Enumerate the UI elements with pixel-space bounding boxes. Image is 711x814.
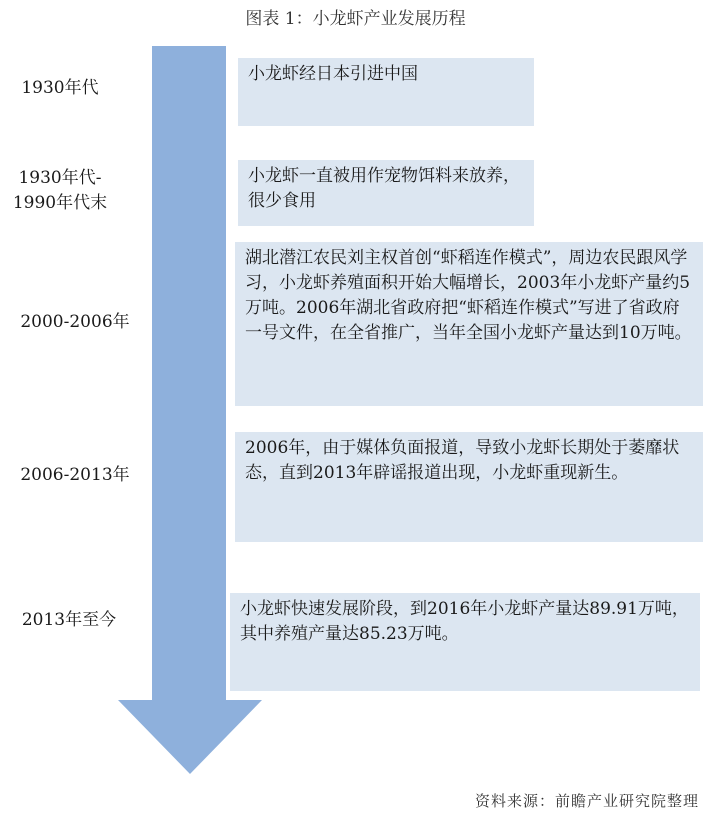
event-box-2013-now: 小龙虾快速发展阶段，到2016年小龙虾产量达89.91万吨，其中养殖产量达85.23万吨。 <box>230 593 700 691</box>
period-label-2006-2013: 2006-2013年 <box>20 465 130 485</box>
event-box-2006-2013: 2006年，由于媒体负面报道，导致小龙虾长期处于萎靡状态，直到2013年辟谣报道出现，小龙虾重现新生。 <box>235 432 703 542</box>
event-box-1930s-1990s: 小龙虾一直被用作宠物饵料来放养，很少食用 <box>238 160 534 226</box>
event-box-2000-2006: 湖北潜江农民刘主权首创“虾稻连作模式”，周边农民跟风学习，小龙虾养殖面积开始大幅增长，2003年小龙虾产量约5万吨。2006年湖北省政府把“虾稻连作模式”写进了省政府一号文件，在全省推广，当年全国小龙虾产量达到10万吨。 <box>235 242 703 406</box>
period-label-1930s: 1930年代 <box>21 78 99 98</box>
period-label-1930s-1990s <box>0 166 130 216</box>
event-box-1930s: 小龙虾经日本引进中国 <box>238 58 534 126</box>
period-label-part: 1930年代- 1990年代末 <box>12 168 108 213</box>
period-label-2013-now: 2013年至今 <box>21 610 117 630</box>
period-label-2000-2006: 2000-2006年 <box>20 312 130 332</box>
figure-title: 图表 1：小龙虾产业发展历程 <box>245 9 466 29</box>
source-note: 资料来源：前瞻产业研究院整理 <box>474 792 699 810</box>
